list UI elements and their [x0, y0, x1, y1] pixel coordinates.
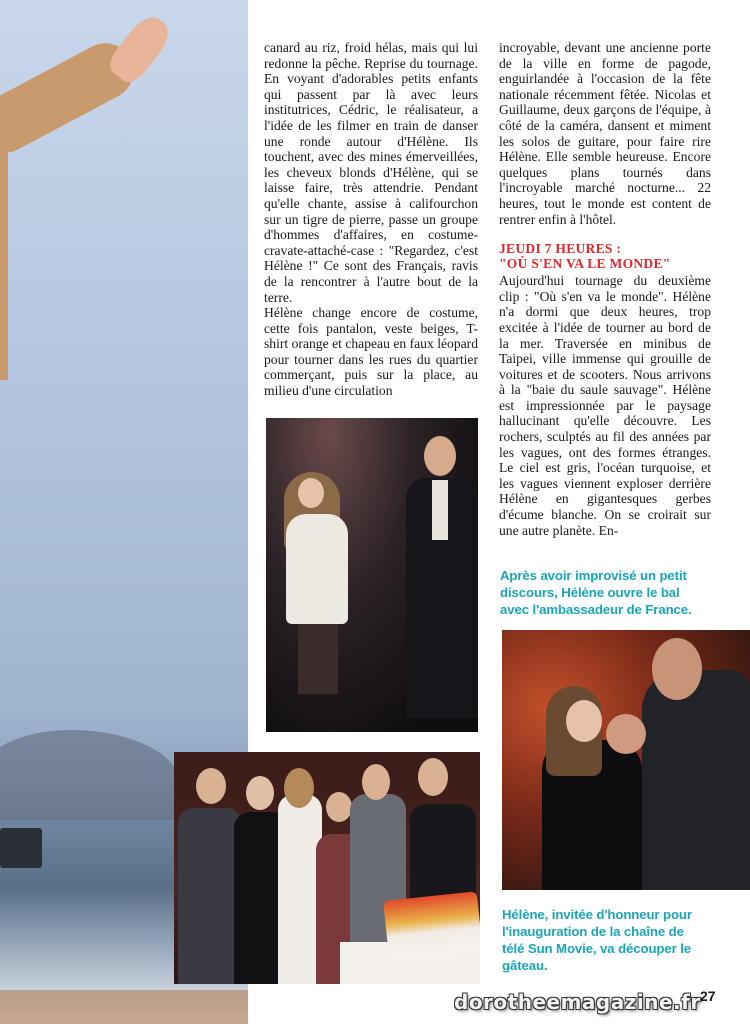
watermark: dorotheemagazine.fr: [454, 990, 701, 1014]
photo-figure: [432, 480, 448, 540]
article-paragraph: Aujourd'hui tournage du deuxième clip : "Où s'en va le monde". Hélène n'a dormi que deux heures, trop excitée à l'idée de tourner au bord de la mer. Traversée en minibus de Taipei, ville immense qui grouille de voitures et de scooters. Nous arrivons à la "baie du saule sauvage". Hélène est impressionnée par le paysage hallucinant qu'elle découvre. Les rochers, sculptés au fil des années par les vagues, ont des formes étranges. Le ciel est gris, l'océan turquoise, et les vagues viennent exploser derrière Hélène en gigantesques gerbes d'écume blanche. On se croirait sur une autre planète. En-: [499, 273, 711, 538]
photo-figure: [326, 792, 352, 822]
photo-torso: [0, 120, 8, 380]
article-column-2: [499, 40, 711, 538]
photo-figure: [362, 764, 390, 800]
photo-figure: [178, 808, 242, 984]
article-paragraph: Hélène change encore de costume, cette fois pantalon, veste beiges, T-shirt orange et chapeau en faux léopard pour tourner dans les rues du quartier commerçant, puis sur la place, au milieu d'une circulation: [264, 305, 478, 399]
photo-cake: [383, 891, 480, 960]
article-column-1: [264, 40, 478, 399]
caption-cake: Hélène, invitée d'honneur pour l'inauguration de la chaîne de télé Sun Movie, va découper le gâteau.: [502, 907, 692, 973]
photo-figure: [652, 638, 702, 700]
photo-hill: [0, 730, 180, 830]
article-paragraph: canard au riz, froid hélas, mais qui lui redonne la pêche. Reprise du tournage. En voyant d'adorables petits enfants qui passent par là avec leurs institutrices, Cédric, le réalisateur, a l'idée de les filmer en train de danser une ronde autour d'Hélène. Ils touchent, avec des mines émerveillées, les cheveux blonds d'Hélène, qui se laisse faire, très attendrie. Pendant qu'elle chante, assise à califourchon sur un tigre de pierre, passe un groupe d'hommes d'affaires, en costume-cravate-attaché-case : "Regardez, c'est Hélène !" Ce sont des Français, ravis de la rencontrer à l'autre bout de la terre.: [264, 40, 478, 305]
photo-figure: [286, 514, 348, 624]
photo-figure: [642, 670, 750, 890]
section-heading-line-1: JEUDI 7 HEURES :: [499, 241, 622, 257]
caption-ball: Après avoir improvisé un petit discours, Hélène ouvre le bal avec l'ambassadeur de France.: [500, 568, 692, 617]
photo-figure: [246, 776, 274, 810]
page-number: 27: [700, 988, 716, 1004]
photo-figure: [298, 478, 324, 508]
section-heading: [499, 241, 711, 271]
photo-figure: [606, 714, 646, 754]
photo-figure: [566, 700, 602, 742]
photo-dance-ambassador: [502, 630, 750, 890]
photo-figure: [418, 758, 448, 796]
photo-figure: [284, 768, 314, 808]
photo-figure: [196, 768, 226, 804]
section-heading-line-2: "OÙ S'EN VA LE MONDE": [499, 256, 671, 272]
photo-figure: [298, 624, 338, 694]
photo-group-cake: [174, 752, 480, 984]
photo-boat: [0, 828, 42, 868]
photo-stage-duet: [266, 418, 478, 732]
article-paragraph: incroyable, devant une ancienne porte de la ville en forme de pagode, enguirlandée à l'occasion de la fête nationale récemment fêtée. Nicolas et Guillaume, deux garçons de l'équipe, à côté de la caméra, dansent et miment les solos de guitare, pour faire rire Hélène. Elle semble heureuse. Encore quelques plans tournés dans l'incroyable marché nocturne... 22 heures, tout le monde est content de rentrer enfin à l'hôtel.: [499, 40, 711, 227]
photo-figure: [424, 436, 456, 476]
